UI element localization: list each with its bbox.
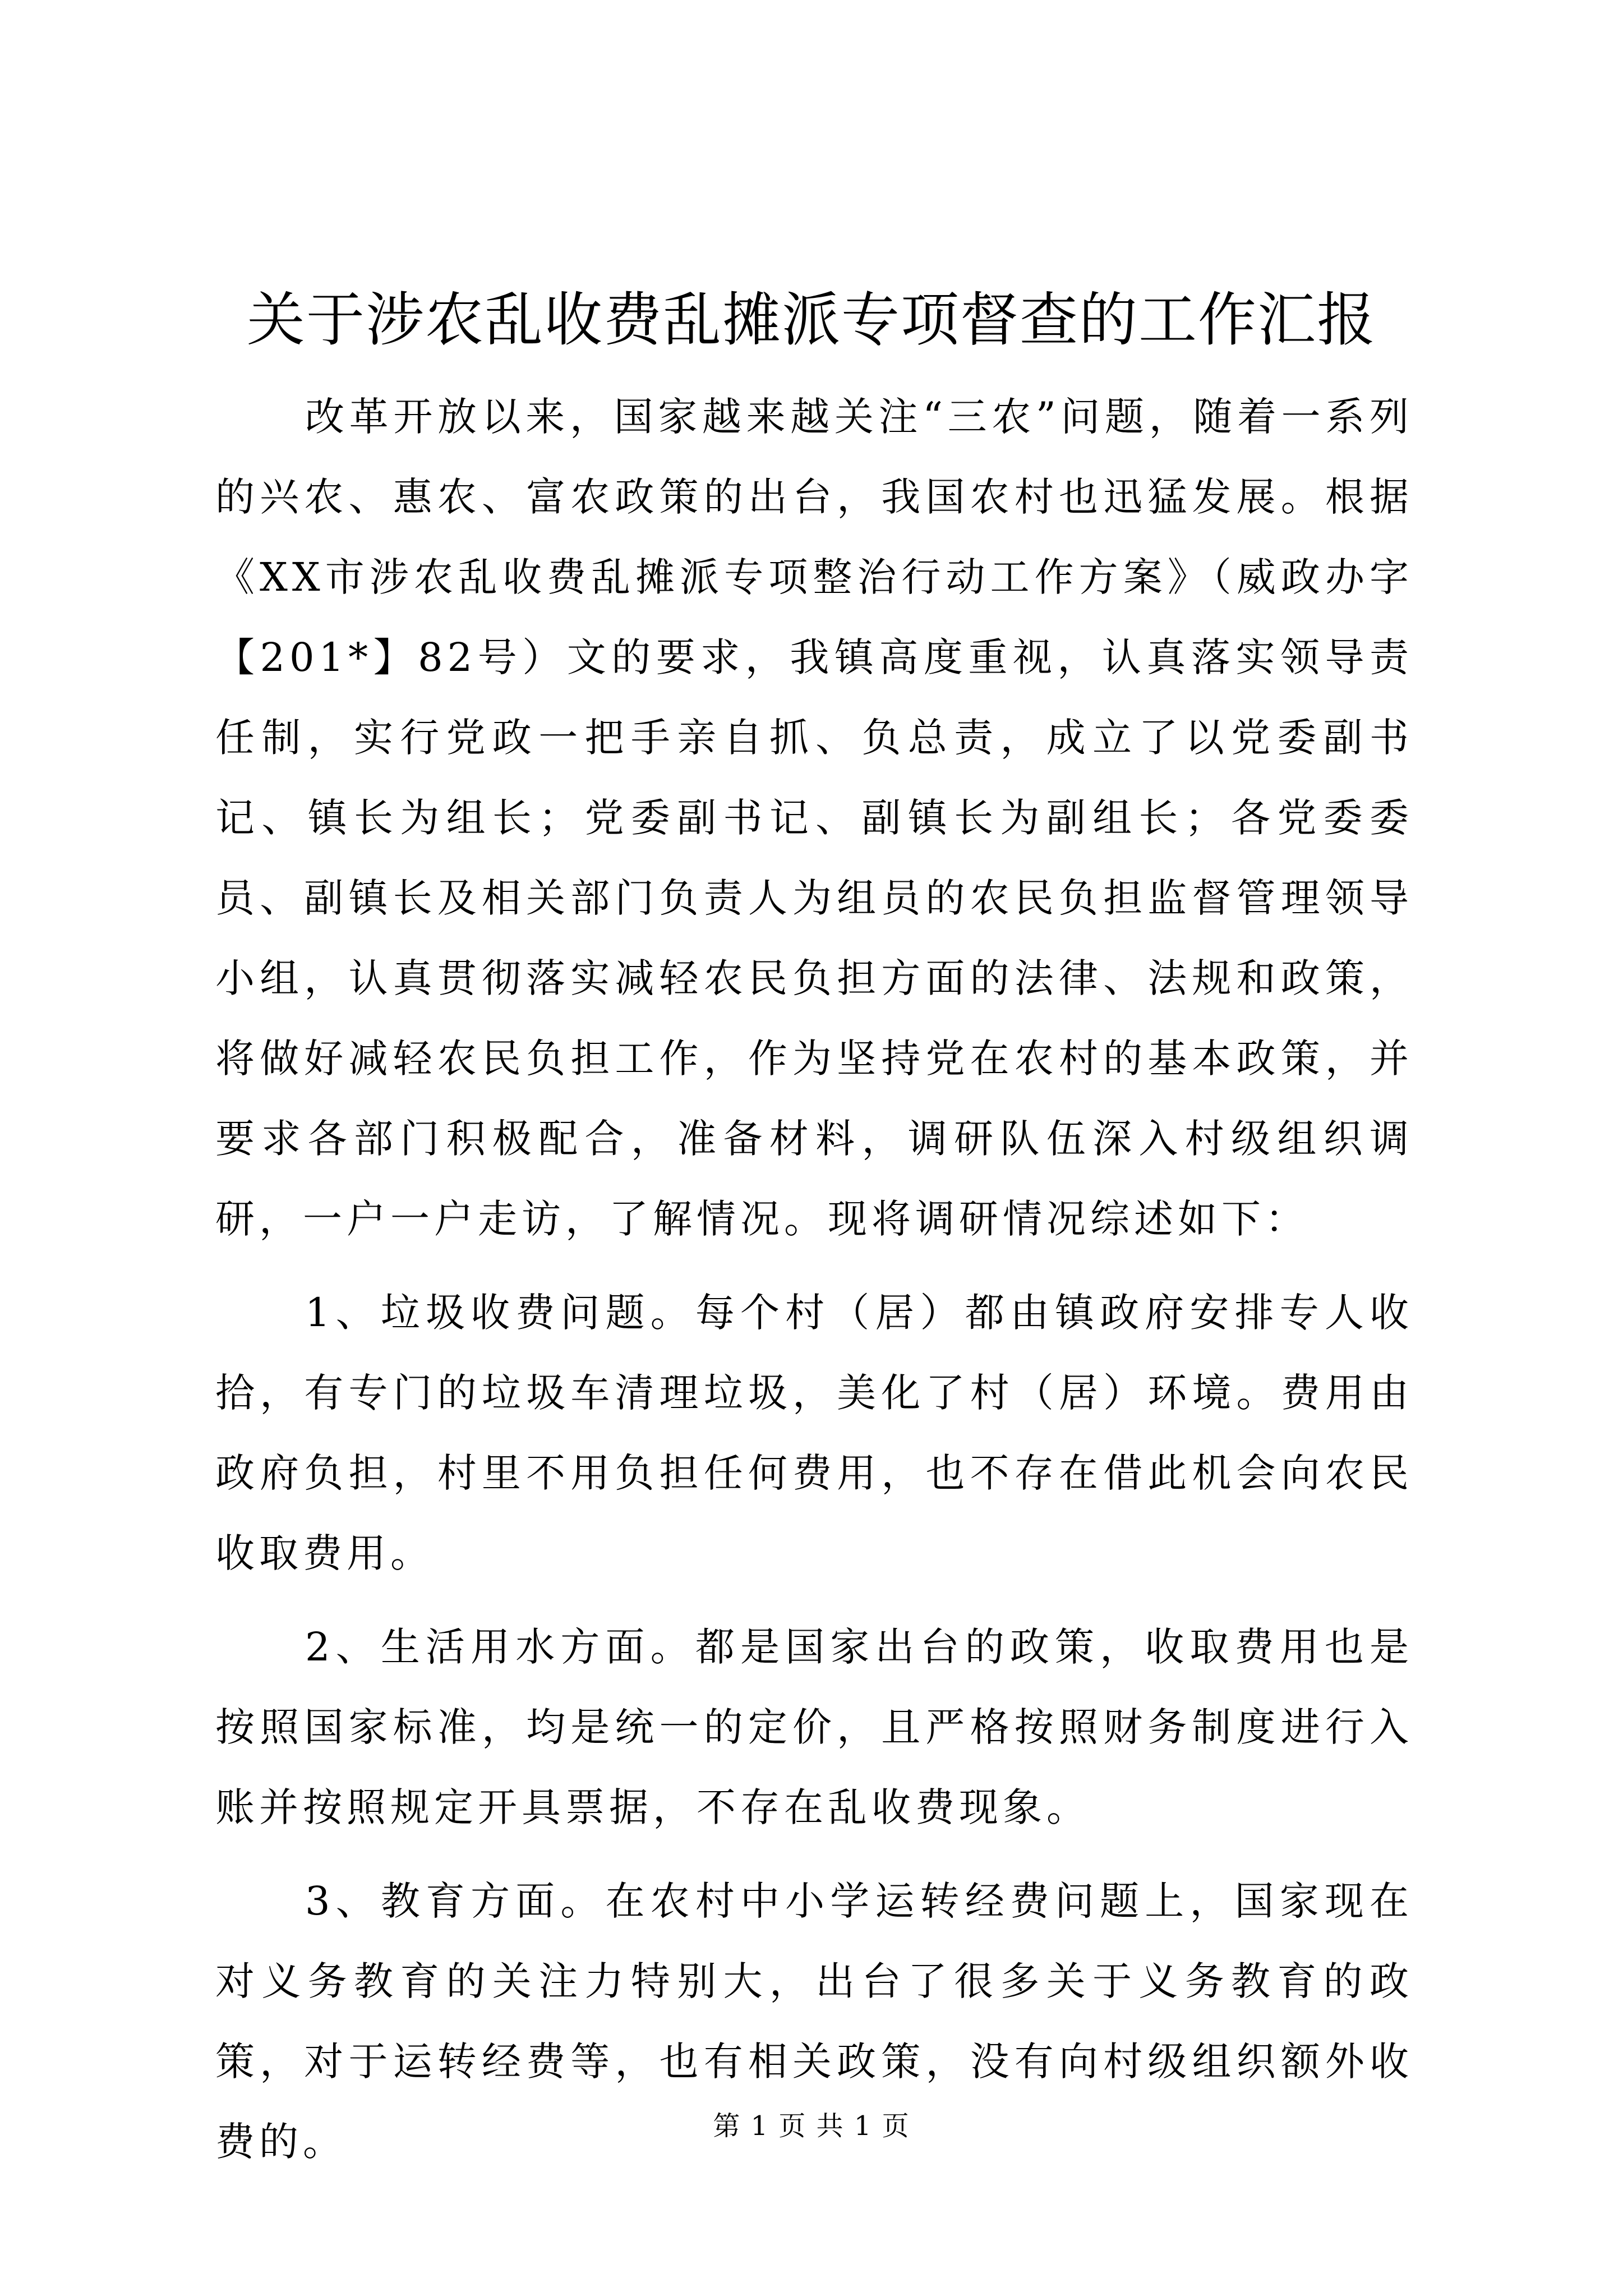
item-1-paragraph: 1、垃圾收费问题。每个村（居）都由镇政府安排专人收拾，有专门的垃圾车清理垃圾，美化了村（居）环境。费用由政府负担，村里不用负担任何费用，也不存在借此机会向农民收取费用。 bbox=[215, 1290, 1413, 1576]
item-3-paragraph: 3、教育方面。在农村中小学运转经费问题上，国家现在对义务教育的关注力特别大，出台了很多关于义务教育的政策，对于运转经费等，也有相关政策，没有向村级组织额外收费的。 bbox=[215, 1878, 1413, 2165]
document-title: 关于涉农乱收费乱摊派专项督查的工作汇报 bbox=[246, 286, 1376, 354]
intro-paragraph: 改革开放以来，国家越来越关注“三农”问题，随着一系列的兴农、惠农、富农政策的出台，我国农村也迅猛发展。根据《XX市涉农乱收费乱摊派专项整治行动工作方案》（威政办字【201*】82号）文的要求，我镇高度重视，认真落实领导责任制，实行党政一把手亲自抓、负总责，成立了以党委副书记、镇长为组长；党委副书记、副镇长为副组长；各党委委员、副镇长及相关部门负责人为组员的农民负担监督管理领导小组，认真贯彻落实减轻农民负担方面的法律、法规和政策，将做好减轻农民负担工作，作为坚持党在农村的基本政策，并要求各部门积极配合，准备材料，调研队伍深入村级组织调研，一户一户走访，了解情况。现将调研情况综述如下： bbox=[215, 394, 1413, 1242]
page-footer: 第 1 页 共 1 页 bbox=[713, 2110, 910, 2142]
item-2-paragraph: 2、生活用水方面。都是国家出台的政策，收取费用也是按照国家标准，均是统一的定价，且严格按照财务制度进行入账并按照规定开具票据，不存在乱收费现象。 bbox=[215, 1624, 1413, 1830]
document-body bbox=[215, 377, 1413, 2182]
